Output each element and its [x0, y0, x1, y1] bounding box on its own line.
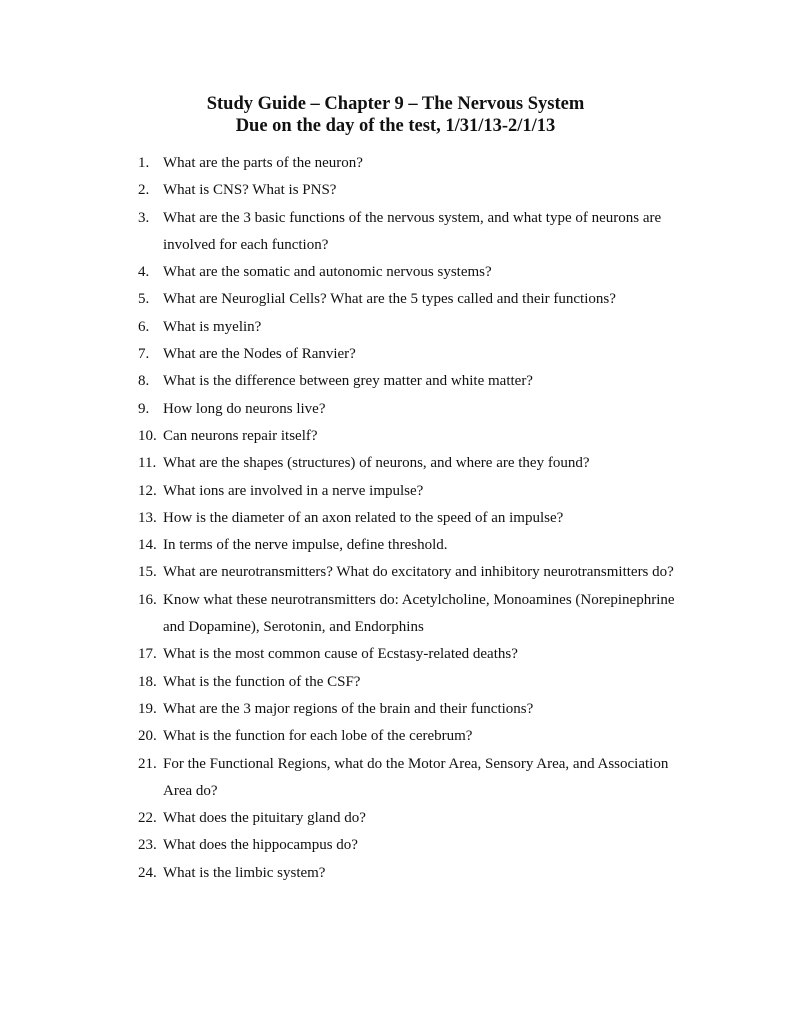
question-item [138, 641, 698, 668]
question-item [138, 751, 698, 806]
question-number: 12. [138, 482, 157, 499]
question-item [138, 669, 698, 696]
page-subtitle: Due on the day of the test, 1/31/13-2/1/13 [235, 116, 556, 136]
question-item [138, 805, 698, 832]
question-item [138, 587, 698, 642]
question-text: What are the 3 basic functions of the nervous system, and what type of neurons are involved for each function? [163, 209, 662, 253]
question-text: What are the 3 major regions of the brain and their functions? [163, 700, 534, 717]
question-number: 5. [138, 291, 150, 308]
question-item [138, 259, 698, 286]
question-text: What is CNS? What is PNS? [163, 182, 337, 199]
question-number: 15. [138, 564, 157, 581]
question-text: What are the Nodes of Ranvier? [163, 346, 356, 363]
question-text: Can neurons repair itself? [163, 427, 318, 444]
question-item [138, 341, 698, 368]
question-item [138, 860, 698, 887]
question-item [138, 832, 698, 859]
question-item [138, 368, 698, 395]
question-item [138, 559, 698, 586]
question-number: 16. [138, 591, 157, 608]
question-text: What are neurotransmitters? What do excitatory and inhibitory neurotransmitters do? [163, 564, 674, 581]
question-text: What does the pituitary gland do? [163, 810, 366, 827]
question-text: What are Neuroglial Cells? What are the 5 types called and their functions? [163, 291, 616, 308]
question-number: 19. [138, 700, 157, 717]
question-number: 23. [138, 837, 157, 854]
question-item [138, 396, 698, 423]
question-item [138, 532, 698, 559]
question-number: 2. [138, 182, 150, 199]
question-text: How long do neurons live? [163, 400, 326, 417]
question-text: What is the function of the CSF? [163, 673, 361, 690]
question-item [138, 314, 698, 341]
question-text: What is the difference between grey matter and white matter? [163, 373, 533, 390]
question-item [138, 286, 698, 313]
question-number: 9. [138, 400, 150, 417]
question-number: 6. [138, 318, 150, 335]
question-number: 10. [138, 427, 157, 444]
question-number: 4. [138, 264, 150, 281]
question-number: 13. [138, 509, 157, 526]
question-number: 8. [138, 373, 150, 390]
question-number: 3. [138, 209, 150, 226]
question-item [138, 205, 698, 260]
question-text: What is the most common cause of Ecstasy-related deaths? [163, 646, 518, 663]
question-text: What does the hippocampus do? [163, 837, 358, 854]
question-item [138, 505, 698, 532]
title-block [0, 93, 791, 137]
question-number: 24. [138, 864, 157, 881]
question-text: What is the limbic system? [163, 864, 326, 881]
question-list [138, 150, 698, 887]
question-item [138, 723, 698, 750]
question-text: Know what these neurotransmitters do: Acetylcholine, Monoamines (Norepinephrine and Dopamine), Serotonin, and Endorphins [163, 591, 675, 636]
question-text: How is the diameter of an axon related to the speed of an impulse? [163, 509, 564, 526]
question-item [138, 696, 698, 723]
question-number: 7. [138, 346, 150, 363]
question-text: What are the parts of the neuron? [163, 155, 363, 171]
question-number: 1. [138, 155, 150, 171]
question-text: What are the somatic and autonomic nervous systems? [163, 264, 492, 281]
question-item [138, 478, 698, 505]
question-text: What is myelin? [163, 318, 262, 335]
question-number: 22. [138, 810, 157, 827]
question-text: What is the function for each lobe of the cerebrum? [163, 728, 473, 745]
question-number: 11. [138, 455, 157, 472]
question-number: 17. [138, 646, 157, 663]
question-number: 18. [138, 673, 157, 690]
question-item [138, 150, 698, 177]
question-item [138, 177, 698, 204]
question-number: 14. [138, 537, 157, 554]
question-text: In terms of the nerve impulse, define threshold. [163, 537, 448, 554]
question-number: 20. [138, 728, 157, 745]
question-item [138, 423, 698, 450]
page-title: Study Guide – Chapter 9 – The Nervous System [206, 94, 585, 114]
question-text: For the Functional Regions, what do the Motor Area, Sensory Area, and Association Area do? [163, 755, 669, 799]
question-text: What ions are involved in a nerve impulse? [163, 482, 424, 499]
question-item [138, 450, 698, 477]
question-text: What are the shapes (structures) of neurons, and where are they found? [163, 455, 590, 472]
question-number: 21. [138, 755, 157, 772]
